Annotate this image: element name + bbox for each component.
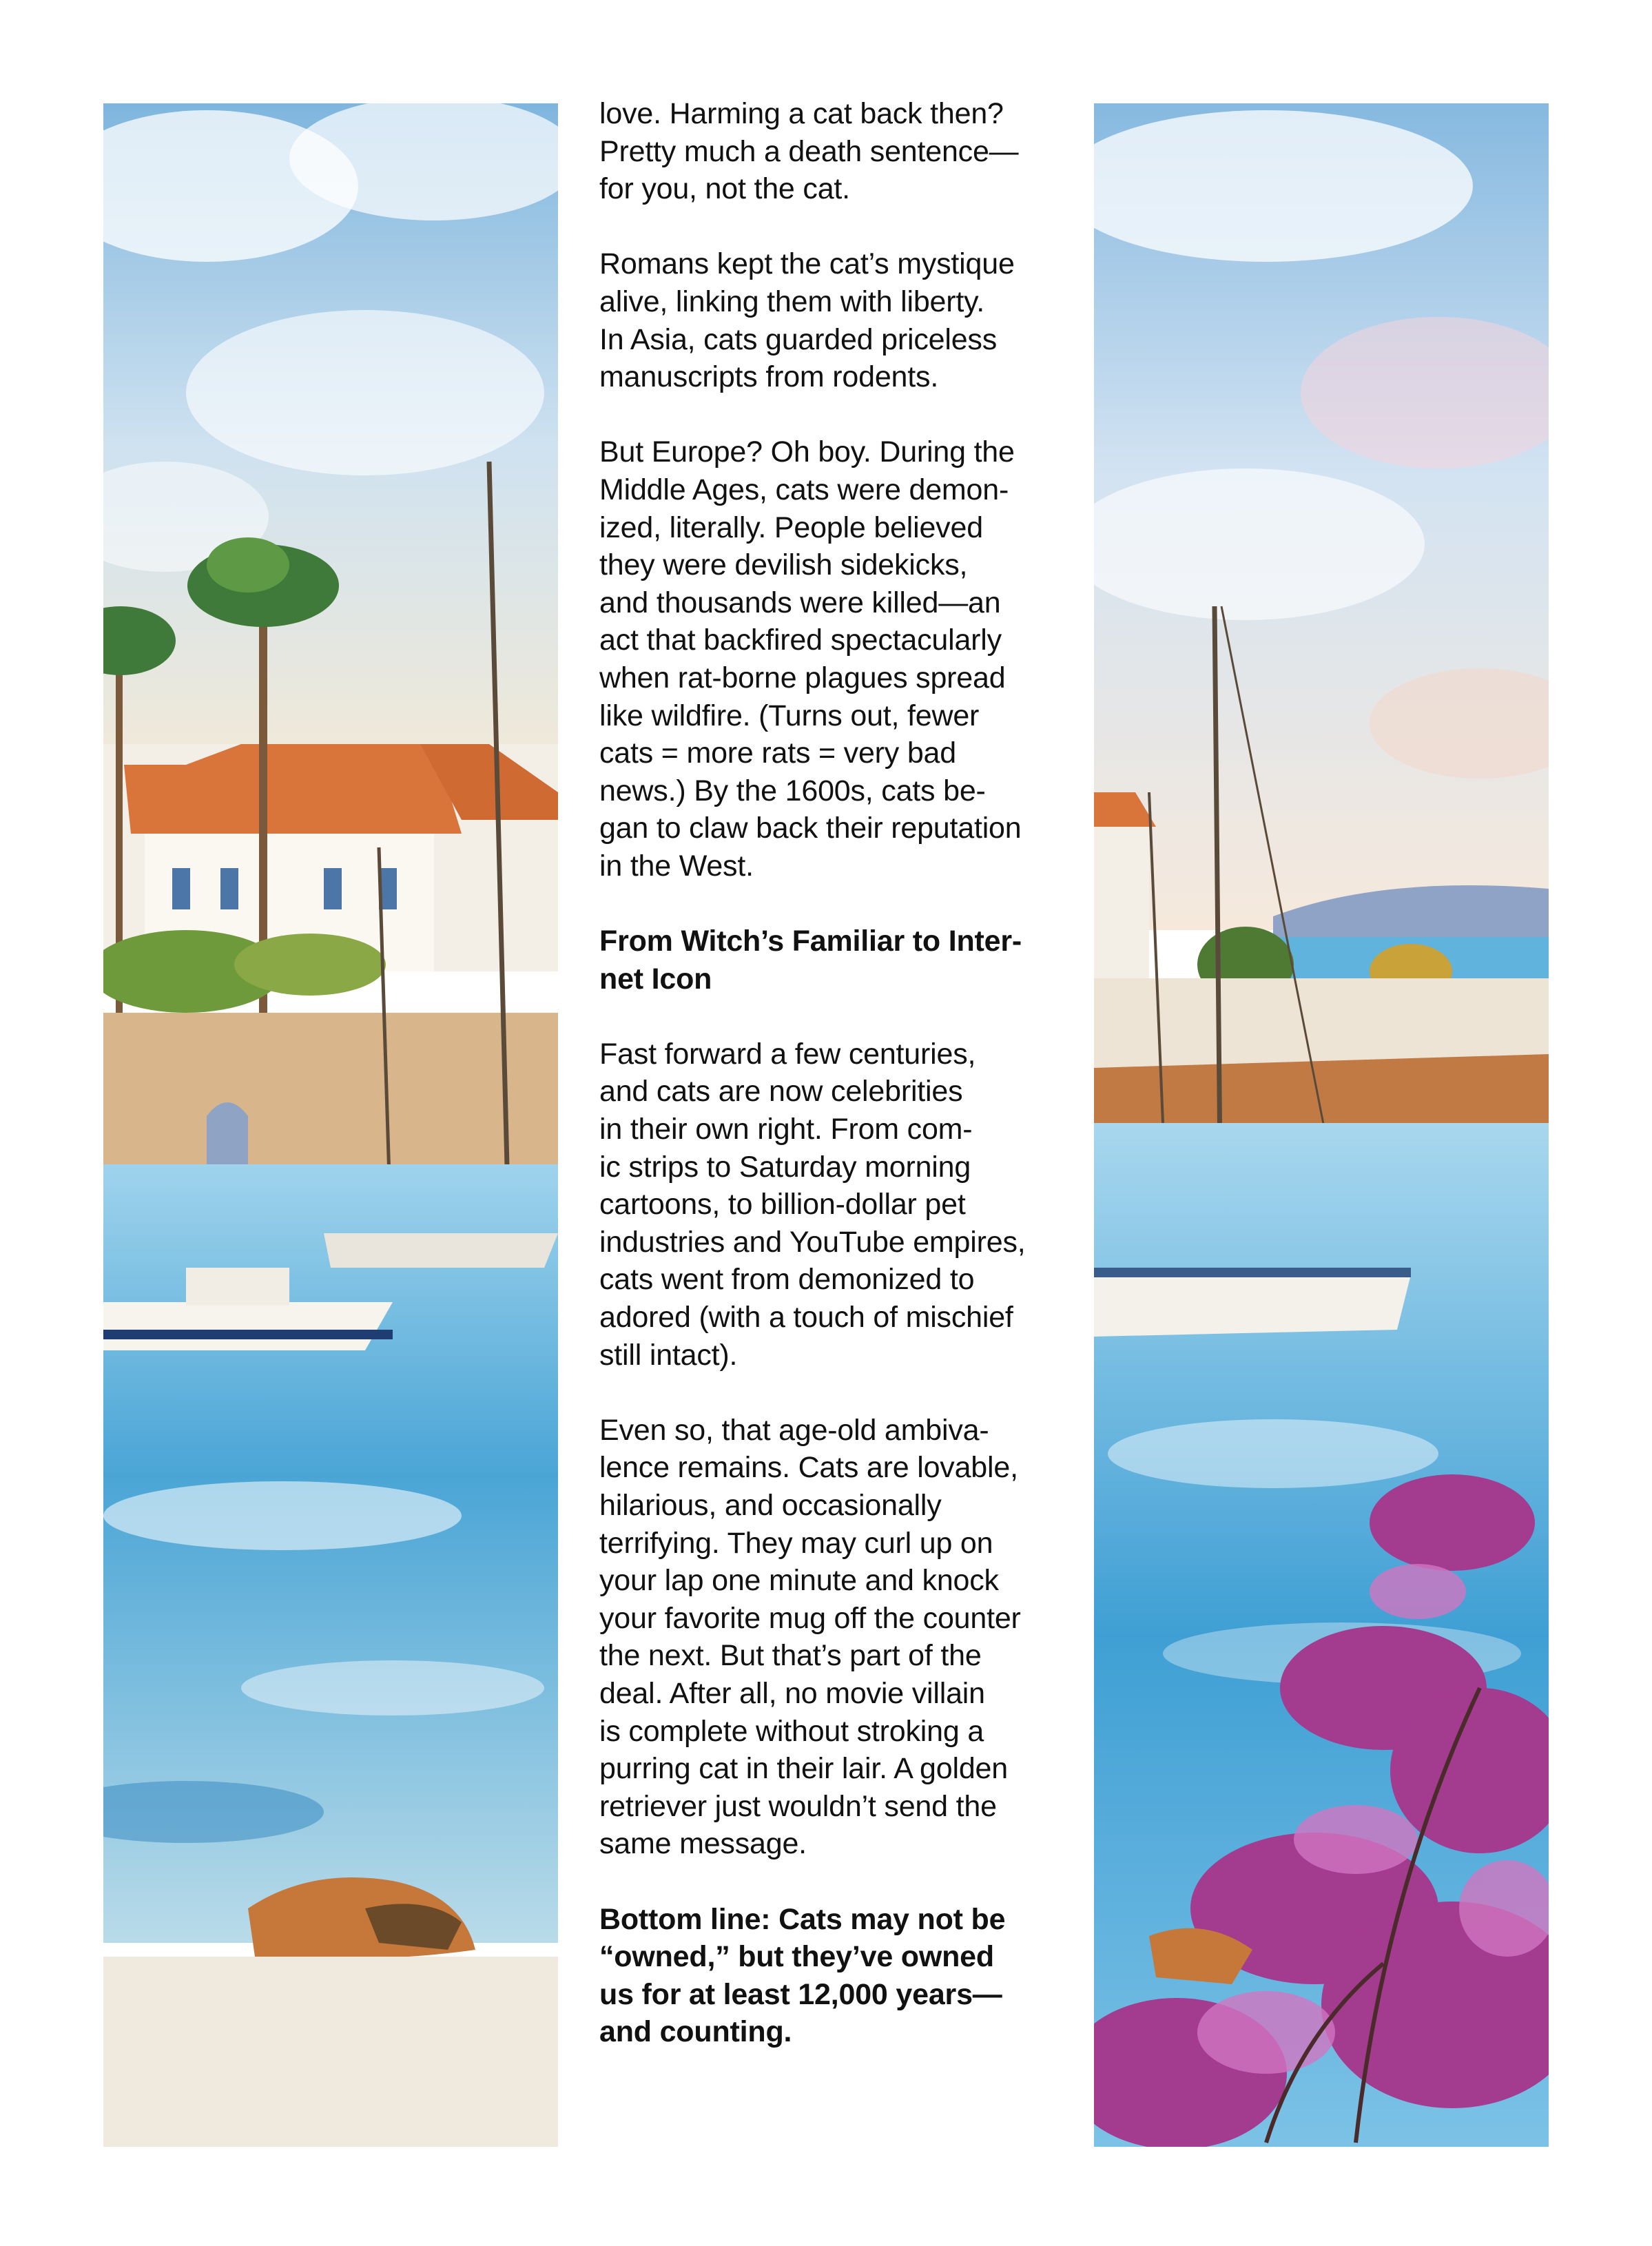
paragraph-fast-forward (599, 1036, 1075, 1374)
text-line: cats went from demonized to (599, 1263, 975, 1297)
text-line: act that backfired spectacularly (599, 624, 1002, 657)
text-line: they were devilish sidekicks, (599, 548, 968, 582)
text-line: Middle Ages, cats were demon- (599, 473, 1009, 506)
text-line: like wildfire. (Turns out, fewer (599, 699, 980, 732)
text-line: industries and YouTube empires, (599, 1225, 1026, 1259)
text-line: adored (with a touch of mischief (599, 1301, 1013, 1334)
heading-line: From Witch’s Familiar to Inter- (599, 925, 1022, 958)
text-line: and cats are now celebrities (599, 1075, 963, 1109)
harbor-watercolor-left (103, 103, 558, 2147)
bold-line: and counting. (599, 2015, 792, 2049)
text-line: deal. After all, no movie villain (599, 1676, 985, 1710)
text-line: cats = more rats = very bad (599, 736, 956, 770)
right-harbor-painting (1094, 103, 1549, 2147)
text-line: your favorite mug off the counter (599, 1601, 1021, 1635)
left-harbor-painting (103, 103, 558, 2147)
text-line: manuscripts from rodents. (599, 360, 939, 394)
paragraph-romans (599, 245, 1075, 395)
text-line: Fast forward a few centuries, (599, 1037, 976, 1071)
text-line: when rat-borne plagues spread (599, 661, 1006, 694)
text-line: Even so, that age-old ambiva- (599, 1413, 989, 1447)
text-line: purring cat in their lair. A golden (599, 1752, 1008, 1786)
text-line: hilarious, and occasionally (599, 1488, 942, 1522)
text-line: alive, linking them with liberty. (599, 285, 984, 318)
text-line: in their own right. From com- (599, 1113, 973, 1146)
bold-line: “owned,” but they’ve owned (599, 1940, 994, 1974)
text-line: the next. But that’s part of the (599, 1639, 982, 1673)
bold-line: Bottom line: Cats may not be (599, 1902, 1006, 1936)
text-line: terrifying. They may curl up on (599, 1526, 993, 1560)
text-line: Pretty much a death sentence— (599, 134, 1019, 168)
bottom-line-callout (599, 1901, 1075, 2051)
section-heading (599, 923, 1075, 998)
text-line: lence remains. Cats are lovable, (599, 1451, 1018, 1485)
text-line: retriever just wouldn’t send the (599, 1789, 997, 1823)
text-line: In Asia, cats guarded priceless (599, 322, 998, 356)
text-line: Romans kept the cat’s mystique (599, 247, 1015, 281)
text-line: is complete without stroking a (599, 1714, 984, 1748)
text-line: But Europe? Oh boy. During the (599, 435, 1015, 469)
text-line: and thousands were killed—an (599, 586, 1001, 619)
bold-line: us for at least 12,000 years— (599, 1977, 1002, 2011)
text-line: news.) By the 1600s, cats be- (599, 774, 986, 807)
harbor-watercolor-right (1094, 103, 1549, 2147)
article-body (599, 95, 1075, 2088)
text-line: your lap one minute and knock (599, 1564, 999, 1598)
text-line: same message. (599, 1827, 807, 1861)
text-line: love. Harming a cat back then? (599, 97, 1004, 130)
paragraph-intro (599, 95, 1075, 208)
text-line: ic strips to Saturday morning (599, 1150, 971, 1184)
text-line: gan to claw back their reputation (599, 812, 1022, 845)
heading-line: net Icon (599, 962, 712, 996)
paragraph-ambivalence (599, 1412, 1075, 1863)
paragraph-europe (599, 433, 1075, 885)
text-line: ized, literally. People believed (599, 511, 983, 544)
text-line: in the West. (599, 849, 754, 883)
text-line: cartoons, to billion-dollar pet (599, 1188, 966, 1222)
text-line: for you, not the cat. (599, 172, 850, 206)
text-line: still intact). (599, 1338, 738, 1372)
